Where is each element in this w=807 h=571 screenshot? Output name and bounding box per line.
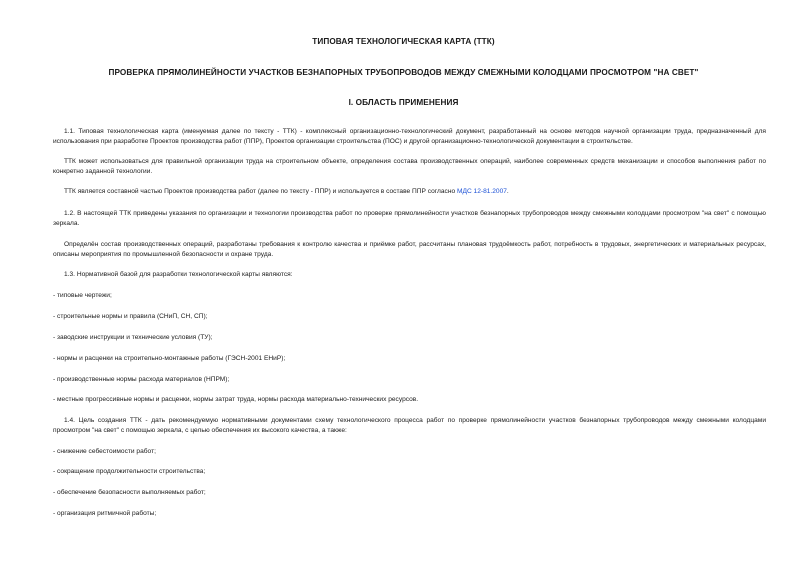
paragraph-1-4: 1.4. Цель создания ТТК - дать рекомендуемую нормативными документами схему технологического процесса работ по проверке прямолинейности участков безнапорных трубопроводов между смежными колодцами просмотром "на свет" с помощью зеркала, с целью обеспечения их высокого качества, а также: (53, 417, 766, 434)
list-item-norm: - строительные нормы и правила (СНиП, СН, СП); (53, 313, 208, 320)
list-item-goal: - сокращение продолжительности строительства; (53, 468, 206, 475)
list-item-goal: - обеспечение безопасности выполняемых работ; (53, 489, 206, 496)
paragraph-ttk-ppr-end: . (506, 188, 509, 195)
list-item-norm: - нормы и расценки на строительно-монтажные работы (ГЭСН-2001 ЕНиР); (53, 355, 286, 362)
paragraph-1-1: 1.1. Типовая технологическая карта (именуемая далее по тексту - ТТК) - комплексный организационно-технологический документ, разработанный на основе методов научной организации труда, предназначенный для использования при разработке Проектов производства работ (ППР), Проектов организации строительства (ПОС) и другой организационно-технологической документации в строительстве. (53, 128, 766, 145)
paragraph-ttk-ppr (53, 187, 766, 197)
document-subtitle: ПРОВЕРКА ПРЯМОЛИНЕЙНОСТИ УЧАСТКОВ БЕЗНАПОРНЫХ ТРУБОПРОВОДОВ МЕЖДУ СМЕЖНЫМИ КОЛОДЦАМИ ПРОСМОТРОМ "НА СВЕТ" (108, 68, 699, 77)
list-item-norm: - типовые чертежи; (53, 292, 112, 299)
list-item-norm: - производственные нормы расхода материалов (НПРМ); (53, 376, 230, 383)
list-item-goal: - организация ритмичной работы; (53, 510, 157, 517)
paragraph-1-2: 1.2. В настоящей ТТК приведены указания по организации и технологии производства работ по проверке прямолинейности участков безнапорных трубопроводов между смежными колодцами просмотром "на свет" с помощью зеркала. (53, 210, 766, 227)
mds-12-81-2007-link[interactable]: МДС 12-81.2007 (456, 188, 507, 195)
list-item-norm: - местные прогрессивные нормы и расценки, нормы затрат труда, нормы расхода материально-технических ресурсов. (53, 396, 419, 403)
list-item-goal: - снижение себестоимости работ; (53, 448, 156, 455)
paragraph-operations: Определён состав производственных операций, разработаны требования к контролю качества и приёмке работ, рассчитаны плановая трудоёмкость работ, потребность в трудовых, энергетических и материальных ресурсах, описаны мероприятия по промышленной безопасности и охране труда. (53, 241, 766, 258)
section-heading: I. ОБЛАСТЬ ПРИМЕНЕНИЯ (348, 98, 459, 107)
document-title: ТИПОВАЯ ТЕХНОЛОГИЧЕСКАЯ КАРТА (ТТК) (312, 37, 495, 46)
paragraph-ttk-ppr-text: ТТК является составной частью Проектов производства работ (далее по тексту - ППР) и используется в составе ППР согласно (64, 188, 457, 195)
list-item-norm: - заводские инструкции и технические условия (ТУ); (53, 334, 213, 341)
paragraph-ttk-use: ТТК может использоваться для правильной организации труда на строительном объекте, определения состава производственных операций, наиболее современных средств механизации и способов выполнения работ по конкретно заданной технологии. (53, 158, 766, 175)
paragraph-1-3: 1.3. Нормативной базой для разработки технологической карты являются: (64, 271, 293, 278)
